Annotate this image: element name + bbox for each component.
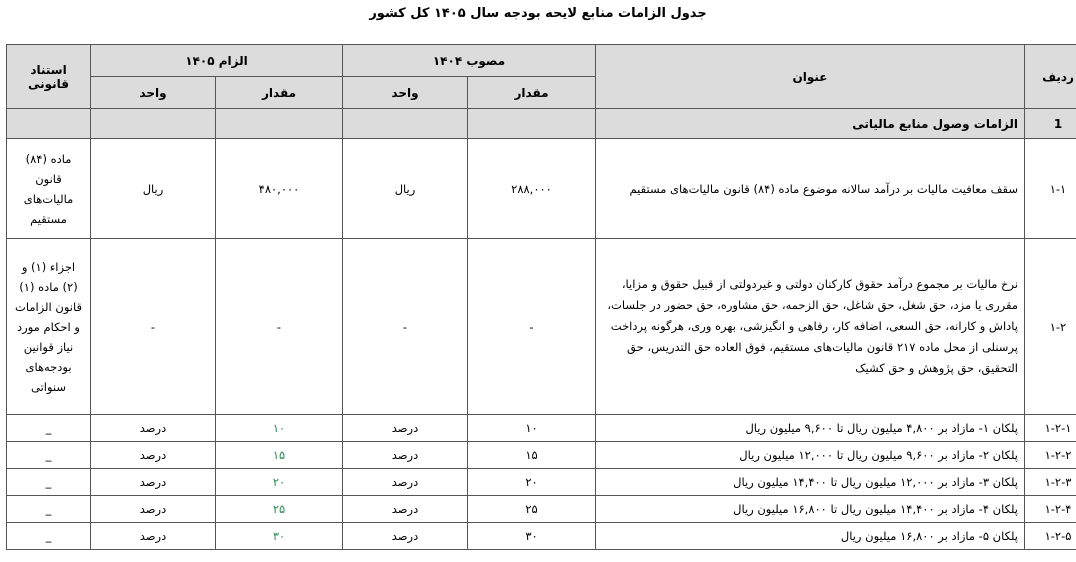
table-row (7, 415, 1076, 442)
row-number: ۱-۱ (1025, 139, 1076, 239)
header-approved-1404: مصوب ۱۴۰۴ (343, 45, 596, 77)
section-title: الزامات وصول منابع مالیاتی (596, 109, 1025, 139)
row-number: ۱-۲-۳ (1025, 469, 1076, 496)
legal-basis: _ (7, 469, 91, 496)
unit-1404: ریال (343, 139, 468, 239)
unit-1404: درصد (343, 442, 468, 469)
legal-basis: _ (7, 415, 91, 442)
header-subject: عنوان (596, 45, 1025, 109)
unit-1405: درصد (91, 523, 216, 550)
legal-basis: _ (7, 496, 91, 523)
table-row (7, 442, 1076, 469)
legal-basis: ماده (۸۴) قانون مالیات‌های مستقیم (7, 139, 91, 239)
row-subject: پلکان ۴- مازاد بر ۱۴,۴۰۰ میلیون ریال تا ۱۶,۸۰۰ میلیون ریال (596, 496, 1025, 523)
header-amount-1404: مقدار (468, 77, 596, 109)
amount-1404: ۲۰ (468, 469, 596, 496)
row-subject: پلکان ۱- مازاد بر ۴,۸۰۰ میلیون ریال تا ۹,۶۰۰ میلیون ریال (596, 415, 1025, 442)
table-row (7, 496, 1076, 523)
legal-basis: _ (7, 523, 91, 550)
section-row (7, 109, 1076, 139)
row-subject: پلکان ۳- مازاد بر ۱۲,۰۰۰ میلیون ریال تا ۱۴,۴۰۰ میلیون ریال (596, 469, 1025, 496)
header-amount-1405: مقدار (216, 77, 343, 109)
amount-1405: ۴۸۰,۰۰۰ (216, 139, 343, 239)
amount-1404: ۱۵ (468, 442, 596, 469)
amount-1405: ۱۰ (216, 415, 343, 442)
table-row (7, 523, 1076, 550)
amount-1405: ۲۵ (216, 496, 343, 523)
unit-1405: درصد (91, 415, 216, 442)
row-subject: نرخ مالیات بر مجموع درآمد حقوق کارکنان دولتی و غیردولتی از قبیل حقوق و مزایا، مقرری یا مزد، حق شغل، حق شاغل، حق الزحمه، حق مشاوره، حق حضور در جلسات، پاداش و کارانه، حق السعی، اضافه کار، رفاهی و انگیزشی، بهره وری، هرگونه پرداخت پرسنلی از محل ماده ۲۱۷ قانون مالیات‌های مستقیم، فوق العاده حق التدریس، حق التحقیق، حق پژوهش و حق کشیک (596, 239, 1025, 415)
row-subject: سقف معافیت مالیات بر درآمد سالانه موضوع ماده (۸۴) قانون مالیات‌های مستقیم (596, 139, 1025, 239)
row-number: ۱-۲-۵ (1025, 523, 1076, 550)
header-row-number: ردیف (1025, 45, 1076, 109)
amount-1404: - (468, 239, 596, 415)
row-number: ۱-۲ (1025, 239, 1076, 415)
amount-1405: ۳۰ (216, 523, 343, 550)
amount-1405: ۲۰ (216, 469, 343, 496)
unit-1405: درصد (91, 469, 216, 496)
amount-1404: ۲۸۸,۰۰۰ (468, 139, 596, 239)
unit-1404: درصد (343, 415, 468, 442)
table-row (7, 139, 1076, 239)
budget-requirements-table (6, 44, 1076, 550)
amount-1404: ۱۰ (468, 415, 596, 442)
amount-1405: - (216, 239, 343, 415)
legal-basis: _ (7, 442, 91, 469)
header-legal-basis: استناد قانونی (7, 45, 91, 109)
header-unit-1405: واحد (91, 77, 216, 109)
amount-1404: ۳۰ (468, 523, 596, 550)
header-commitment-1405: الزام ۱۴۰۵ (91, 45, 343, 77)
unit-1404: درصد (343, 496, 468, 523)
amount-1404: ۲۵ (468, 496, 596, 523)
row-number: ۱-۲-۴ (1025, 496, 1076, 523)
section-number: 1 (1025, 109, 1076, 139)
table-row (7, 469, 1076, 496)
unit-1405: درصد (91, 496, 216, 523)
unit-1404: درصد (343, 469, 468, 496)
row-number: ۱-۲-۱ (1025, 415, 1076, 442)
unit-1404: - (343, 239, 468, 415)
table-row (7, 239, 1076, 415)
unit-1404: درصد (343, 523, 468, 550)
unit-1405: درصد (91, 442, 216, 469)
amount-1405: ۱۵ (216, 442, 343, 469)
row-subject: پلکان ۵- مازاد بر ۱۶,۸۰۰ میلیون ریال (596, 523, 1025, 550)
unit-1405: - (91, 239, 216, 415)
header-unit-1404: واحد (343, 77, 468, 109)
row-subject: پلکان ۲- مازاد بر ۹,۶۰۰ میلیون ریال تا ۱۲,۰۰۰ میلیون ریال (596, 442, 1025, 469)
unit-1405: ریال (91, 139, 216, 239)
row-number: ۱-۲-۲ (1025, 442, 1076, 469)
legal-basis: اجزاء (۱) و (۲) ماده (۱) قانون الزامات و احکام مورد نیاز قوانین بودجه‌های سنواتی (7, 239, 91, 415)
document-title: جدول الزامات منابع لایحه بودجه سال ۱۴۰۵ کل کشور (369, 6, 707, 21)
